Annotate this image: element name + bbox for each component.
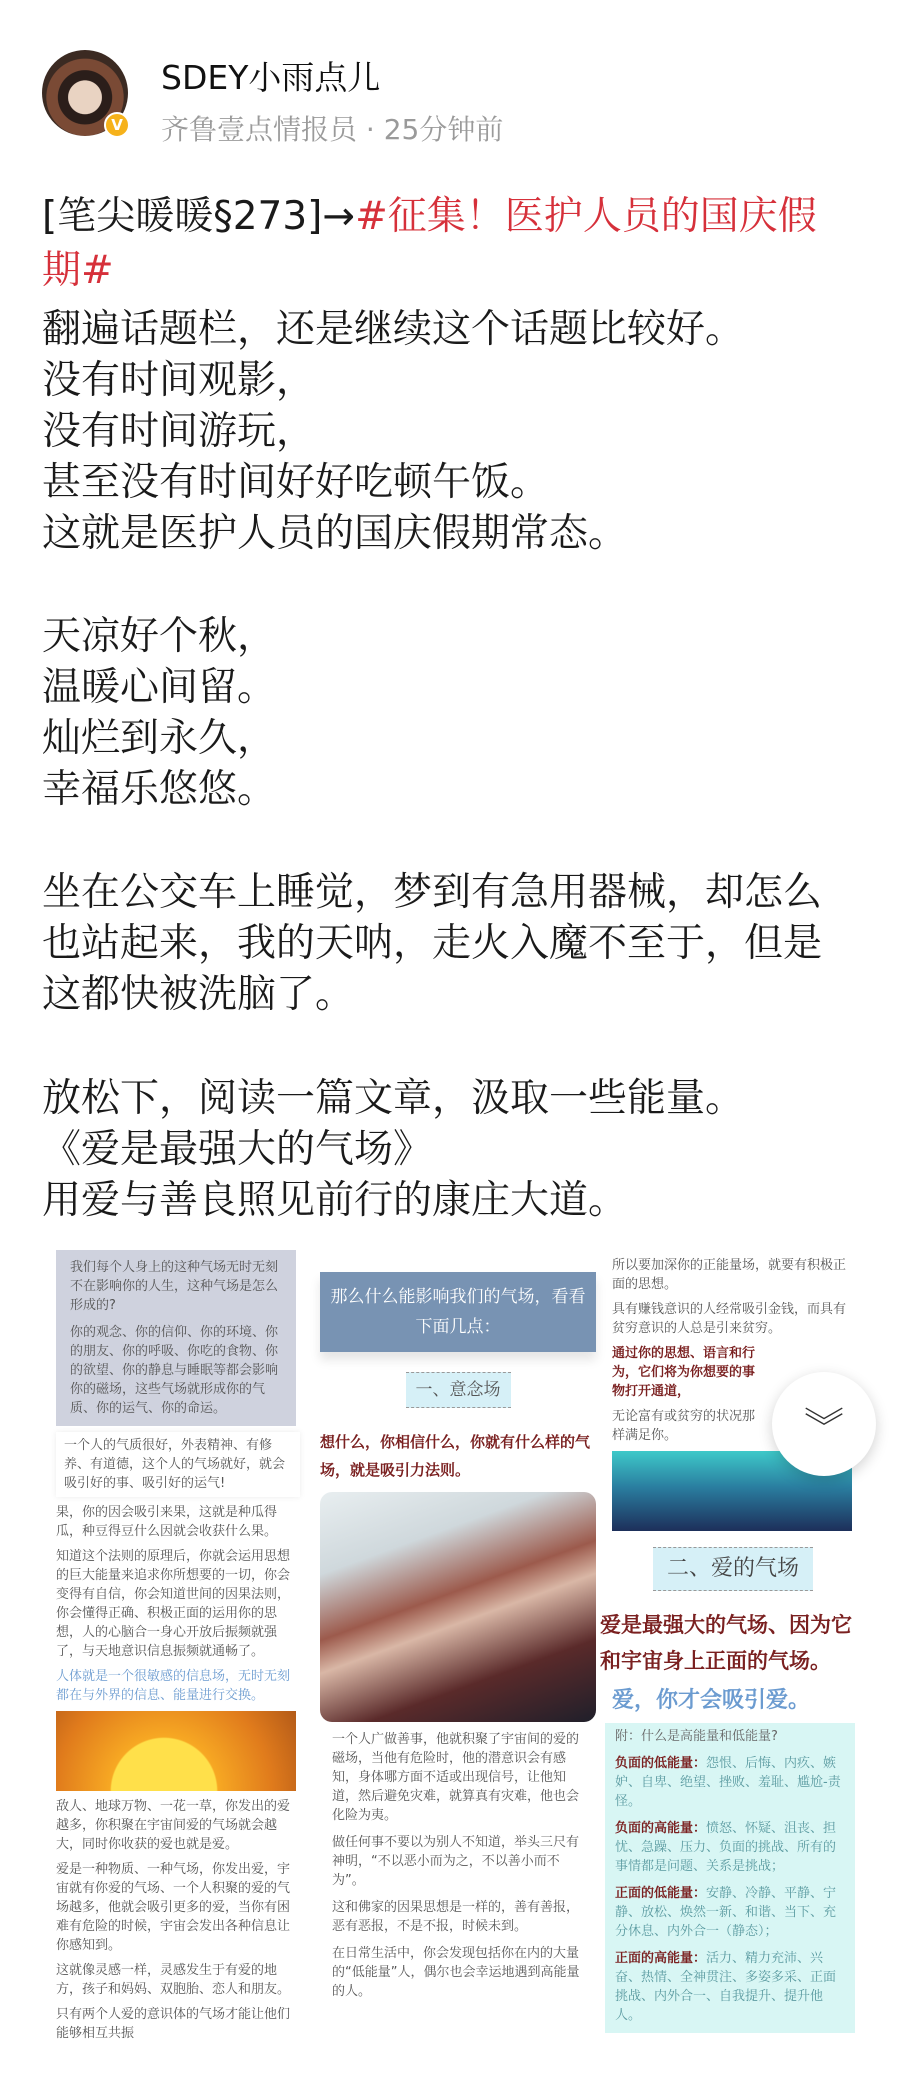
text: 你的观念、你的信仰、你的环境、你的朋友、你的呼吸、你吃的食物、你的欲望、你的静息与睡眠等都会影响你的磁场，这些气场就形成你的气质、你的运气、你的命运。 [70, 1325, 279, 1416]
label: 负面的低能量： [615, 1756, 707, 1771]
energy-box [605, 1723, 855, 2033]
text: 安静、冷静、平静、宁静、放松、焕然一新、和谐、当下、充分休息、内外合一（静态）； [615, 1886, 837, 1939]
blue-big-text: 爱，你才会吸引爱。 [612, 1688, 811, 1713]
text: 一个人广做善事，他就积聚了宇宙间的爱的磁场，当他有危险时，他的潜意识会有感知，身体哪方面不适或出现信号，让他知道，然后避免灾难，就算真有灾难，他也会化险为夷。 [332, 1732, 580, 1823]
text: 这和佛家的因果思想是一样的，善有善报，恶有恶报，不是不报，时候未到。 [332, 1900, 580, 1934]
text: 具有赚钱意识的人经常吸引金钱，而具有贫穷意识的人总是引来贫穷。 [612, 1302, 847, 1336]
post-line: 翻遍话题栏，还是继续这个话题比较好。 [42, 307, 745, 352]
post-line: 用爱与善良照见前行的康庄大道。 [42, 1178, 628, 1223]
post-line: 甚至没有时间好好吃顿午饭。 [42, 460, 550, 505]
title-prefix: [笔尖暖暖§273]→ [42, 194, 356, 239]
blue-banner: 那么什么能影响我们的气场，看看下面几点： [320, 1272, 596, 1352]
text: 敌人、地球万物、一花一草，你发出的爱越多，你积聚在宇宙间爱的气场就会越大，同时你收获的爱也就是爱。 [56, 1799, 291, 1852]
post-line: 幸福乐悠悠。 [42, 767, 277, 812]
label: 负面的高能量： [615, 1821, 707, 1836]
text: 知道这个法则的原理后，你就会运用思想的巨大能量来追求你所想要的一切，你会变得有自信，你会知道世间的因果法则，你会懂得正确、积极正面的运用你的思想，人的心脑合一身心开放后振频就强了，与天地意识信息振频就通畅了。 [56, 1549, 291, 1659]
collage-middle-column [320, 1272, 596, 2001]
text: 我们每个人身上的这种气场无时无刻不在影响你的人生，这种气场是怎么形成的? [70, 1260, 279, 1313]
label: 正面的高能量： [615, 1951, 707, 1966]
topic-link-cont[interactable]: 期# [42, 248, 114, 293]
text: 愤怒、怀疑、沮丧、担忧、急躁、压力、负面的挑战、所有的事情都是问题、关系是挑战； [615, 1821, 837, 1874]
text: 附：什么是高能量和低能量? [615, 1729, 778, 1744]
red-text: 想什么，你相信什么，你就有什么样的气场，就是吸引力法则。 [320, 1433, 591, 1479]
post-line: 温暖心间留。 [42, 665, 277, 710]
scroll-down-button[interactable] [772, 1372, 876, 1476]
text: 果，你的因会吸引来果，这就是种瓜得瓜，种豆得豆什么因就会收获什么果。 [56, 1505, 278, 1539]
post-line: 没有时间游玩， [42, 409, 316, 454]
sunset-image [56, 1711, 296, 1791]
post-line: 这就是医护人员的国庆假期常态。 [42, 511, 628, 556]
selfie-photo [320, 1492, 596, 1722]
blue-text: 人体就是一个很敏感的信息场，无时无刻都在与外界的信息、能量进行交换。 [56, 1669, 291, 1703]
big-red-text: 爱是最强大的气场、因为它和宇宙身上正面的气场。 [600, 1613, 852, 1673]
post-line: 这都快被洗脑了。 [42, 972, 355, 1017]
post-line: 没有时间观影， [42, 358, 316, 403]
collage-left-column [56, 1250, 300, 2043]
topic-link[interactable]: #征集！医护人员的国庆假 [355, 194, 817, 239]
post-line: 坐在公交车上睡觉，梦到有急用器械，却怎么 [42, 870, 823, 915]
post-line: 天凉好个秋， [42, 614, 277, 659]
text: 活力、精力充沛、兴奋、热情、全神贯注、多姿多采、正面挑战、内外合一、自我提升、提升他人。 [615, 1951, 837, 2023]
energy-item [615, 1884, 845, 1941]
text: 所以要加深你的正能量场，就要有积极正面的思想。 [612, 1258, 847, 1292]
post-line: 放松下，阅读一篇文章，汲取一些能量。 [42, 1076, 745, 1121]
section-heading: 一、意念场 [406, 1372, 511, 1408]
double-chevron-down-icon: ︾ [804, 1404, 844, 1451]
section-heading: 二、爱的气场 [653, 1547, 813, 1591]
post-title-line [42, 192, 817, 242]
label: 正面的低能量： [615, 1886, 707, 1901]
energy-item [615, 1819, 845, 1876]
post-line: 也站起来，我的天呐，走火入魔不至于，但是 [42, 921, 823, 966]
post-line: 灿烂到永久， [42, 716, 277, 761]
text: 这就像灵感一样，灵感发生于有爱的地方，孩子和妈妈、双胞胎、恋人和朋友。 [56, 1963, 291, 1997]
text: 怨恨、后悔、内疚、嫉妒、自卑、绝望、挫败、羞耻、尴尬-责怪。 [615, 1756, 841, 1809]
text: 在日常生活中，你会发现包括你在内的大量的“低能量”人，偶尔也会幸运地遇到高能量的人。 [332, 1946, 580, 1999]
text: 爱是一种物质、一种气场，你发出爱，宇宙就有你爱的气场、一个人积聚的爱的气场越多，他就会吸引更多的爱，当你有困难有危险的时候，宇宙会发出各种信息让你感知到。 [56, 1862, 291, 1953]
red-text: 通过你的思想、语言和行为，它们将为你想要的事物打开通道， [612, 1346, 756, 1399]
white-text-box: 一个人的气质很好，外表精神、有修养、有道德，这个人的气场就好，就会吸引好的事、吸引好的运气! [56, 1432, 300, 1497]
text: 无论富有或贫穷的状况那样满足你。 [612, 1409, 756, 1443]
username[interactable]: SDEY小雨点儿 [161, 58, 381, 97]
post-line: 《爱是最强大的气场》 [42, 1127, 433, 1172]
energy-item [615, 1754, 845, 1811]
gray-text-box [56, 1250, 296, 1426]
verified-badge-icon: V [104, 112, 130, 138]
text: 做任何事不要以为别人不知道，举头三尺有神明，“不以恶小而为之，不以善小而不为”。 [332, 1835, 580, 1888]
text: 只有两个人爱的意识体的气场才能让他们能够相互共振 [56, 2007, 291, 2041]
post-meta [161, 108, 503, 148]
energy-item [615, 1949, 845, 2025]
user-role: 齐鲁壹点情报员 [161, 113, 358, 146]
post-time: 25分钟前 [383, 113, 504, 146]
separator: · [365, 113, 375, 146]
